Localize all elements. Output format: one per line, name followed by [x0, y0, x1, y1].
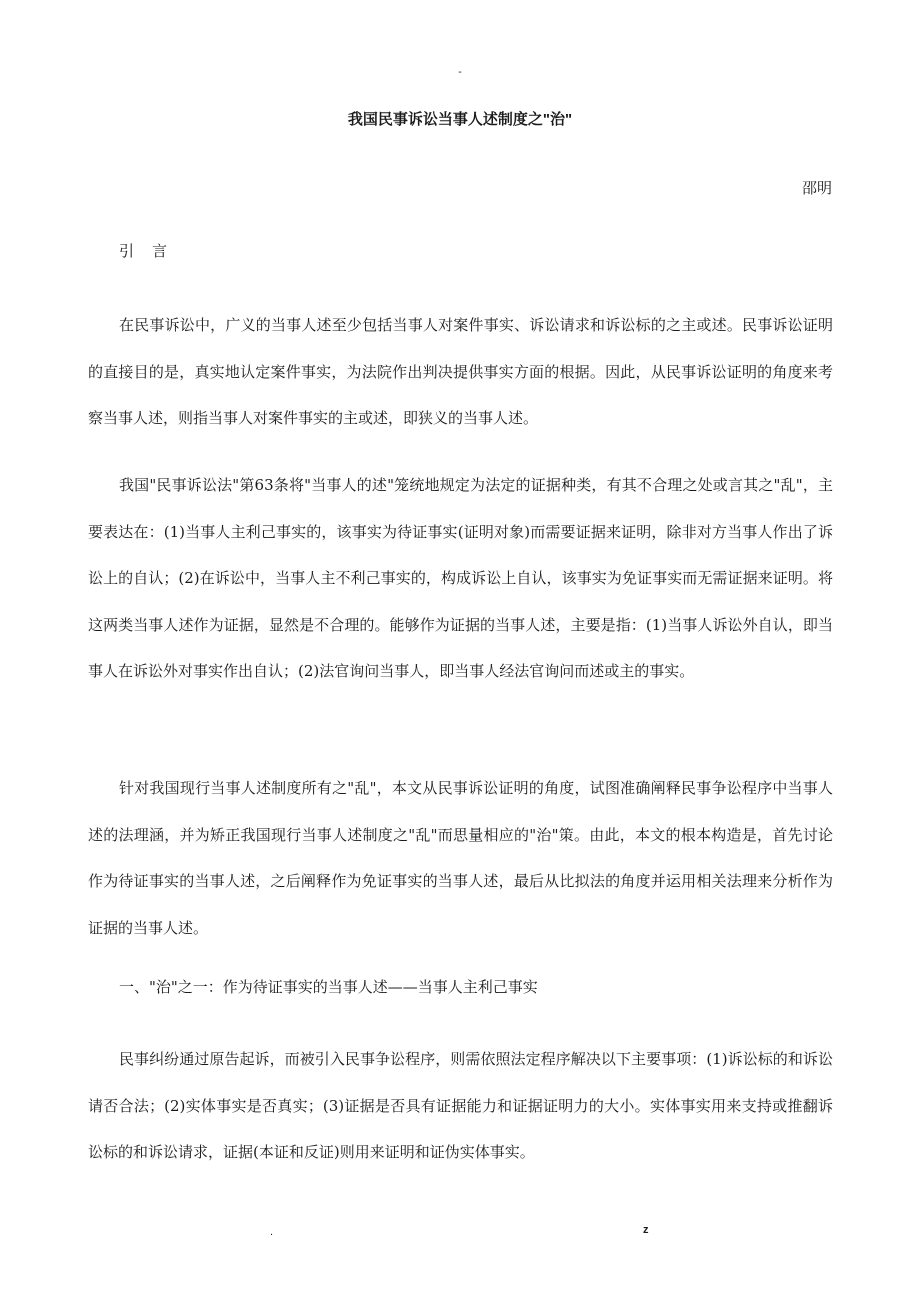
section-heading: 一、"治"之一：作为待证事实的当事人述——当事人主利己事实: [119, 978, 538, 996]
intro-heading: 引言: [119, 242, 186, 260]
paragraph-2: 我国"民事诉讼法"第63条将"当事人的述"笼统地规定为法定的证据种类，有其不合理之处或言其之"乱"，主要表达在：(1)当事人主利己事实的，该事实为待证事实(证明对象)而需要证据来证明，除非对方当事人作出了诉讼上的自认；(2)在诉讼中，当事人主不利己事实的，构成诉讼上自认，该事实为免证事实而无需证据来证明。将这两类当事人述作为证据，显然是不合理的。能够作为证据的当事人述，主要是指：(1)当事人诉讼外自认，即当事人在诉讼外对事实作出自认；(2)法官询问当事人，即当事人经法官询问而述或主的事实。: [88, 476, 833, 680]
footer-left-mark: .: [270, 1226, 274, 1238]
footer-right-mark: z: [643, 1224, 649, 1236]
author-name: 邵明: [801, 179, 832, 197]
paragraph-4: 民事纠纷通过原告起诉，而被引入民事争讼程序，则需依照法定程序解决以下主要事项：(1)诉讼标的和诉讼请否合法；(2)实体事实是否真实；(3)证据是否具有证据能力和证据证明力的大小。实体事实用来支持或推翻诉讼标的和诉讼请求，证据(本证和反证)则用来证明和证伪实体事实。: [88, 1050, 833, 1161]
paragraph-3: 针对我国现行当事人述制度所有之"乱"，本文从民事诉讼证明的角度，试图准确阐释民事争讼程序中当事人述的法理涵，并为矫正我国现行当事人述制度之"乱"而思量相应的"治"策。由此，本文的根本构造是，首先讨论作为待证事实的当事人述，之后阐释作为免证事实的当事人述，最后从比拟法的角度并运用相关法理来分析作为证据的当事人述。: [88, 779, 833, 937]
header-mark: -: [458, 66, 462, 78]
paragraph-1: 在民事诉讼中，广义的当事人述至少包括当事人对案件事实、诉讼请求和诉讼标的之主或述。民事诉讼证明的直接目的是，真实地认定案件事实，为法院作出判决提供事实方面的根据。因此，从民事诉讼证明的角度来考察当事人述，则指当事人对案件事实的主或述，即狭义的当事人述。: [88, 316, 833, 427]
document-title: 我国民事诉讼当事人述制度之"治": [347, 111, 573, 128]
